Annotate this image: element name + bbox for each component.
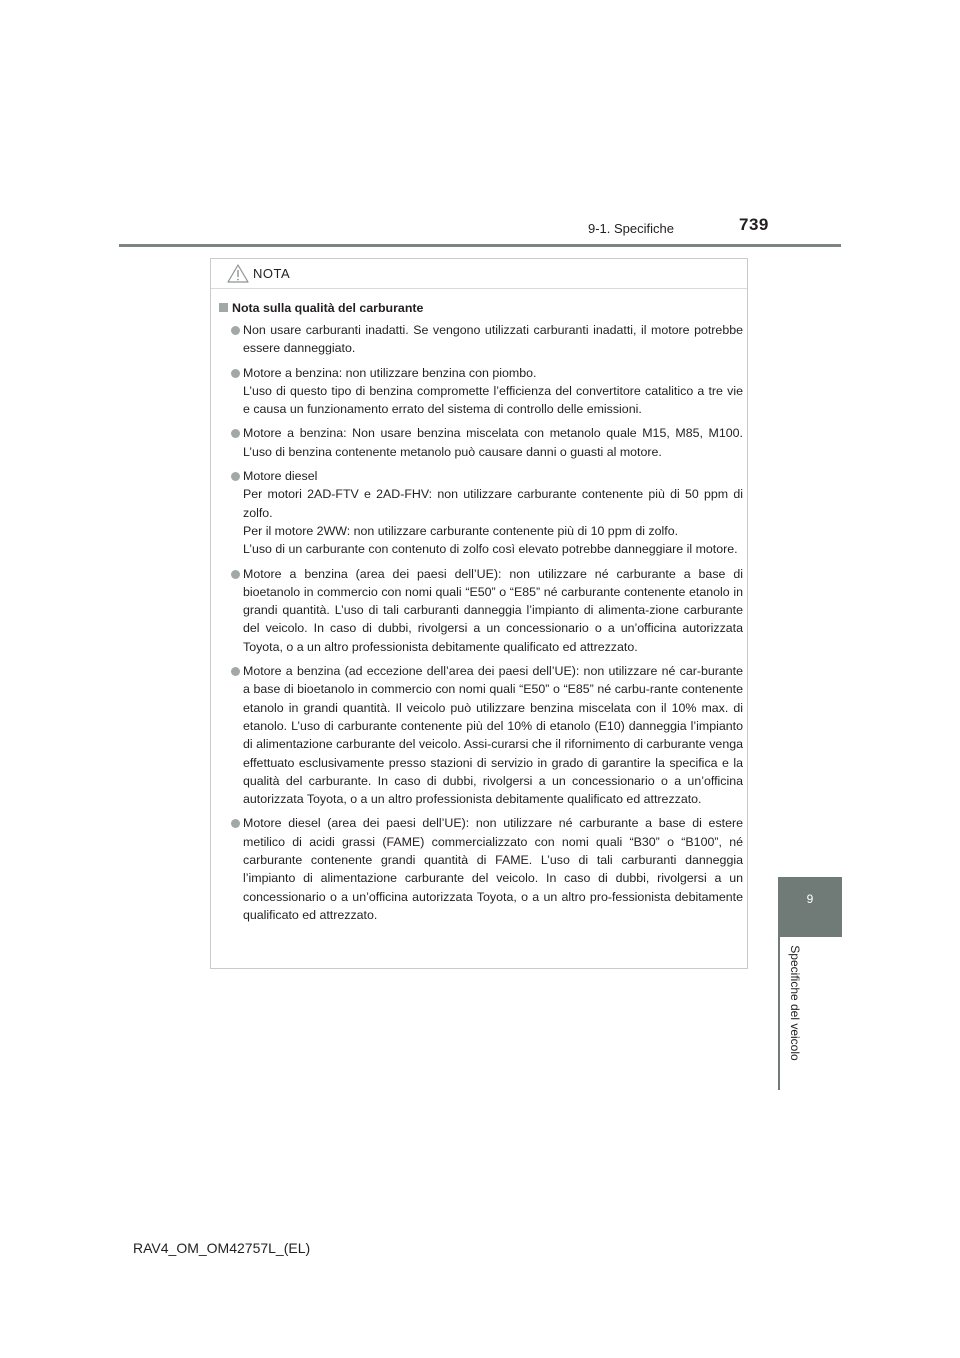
section-heading bbox=[219, 299, 743, 317]
note-header bbox=[211, 259, 747, 289]
list-item-text: L’uso di un carburante con contenuto di zolfo così elevato potrebbe danneggiare il motore. bbox=[243, 542, 738, 557]
list-item bbox=[219, 662, 743, 808]
list-item bbox=[219, 814, 743, 924]
bullet-dot-icon bbox=[231, 472, 240, 481]
warning-triangle-icon bbox=[227, 264, 249, 283]
list-item bbox=[219, 364, 743, 419]
list-item-text: Motore a benzina (area dei paesi dell’UE): non utilizzare né carburante a base di bioetanolo in commercio con nomi quali “E50” o “E85” né carburante contenente etanolo in grandi quantità. L’uso di tali carburanti danneggia l’impianto di alimenta-zione carburante del veicolo. In caso di dubbi, rivolgersi a un concessionario o a un’officina autorizzata Toyota, o a un altro professionista debitamente qualificato ed attrezzato. bbox=[243, 566, 743, 654]
header-section-title: 9-1. Specifiche bbox=[588, 221, 674, 236]
bullet-dot-icon bbox=[231, 667, 240, 676]
bullet-dot-icon bbox=[231, 819, 240, 828]
list-item-text: Motore diesel (area dei paesi dell’UE): non utilizzare né carburante a base di estere metilico di acidi grassi (FAME) commercializzato con nomi quali “B30” o “B100”, né carburante contenente grandi quantità di FAME. L’uso di tali carburanti danneggia l’impianto di alimentazione carburante del veicolo. In caso di dubbi, rivolgersi a un concessionario o a un’officina autorizzata Toyota, o a un altro pro-fessionista debitamente qualificato ed attrezzato. bbox=[243, 816, 743, 922]
chapter-tab[interactable] bbox=[778, 877, 842, 937]
list-item-text: Motore a benzina: non utilizzare benzina con piombo. bbox=[243, 365, 537, 380]
list-item-text: Per motori 2AD-FTV e 2AD-FHV: non utilizzare carburante contenente più di 50 ppm di zolfo. bbox=[243, 487, 743, 520]
list-item bbox=[219, 467, 743, 558]
header-rule bbox=[119, 244, 841, 247]
chapter-tab-number: 9 bbox=[806, 892, 814, 906]
page-number: 739 bbox=[739, 215, 769, 234]
list-item-text: Per il motore 2WW: non utilizzare carburante contenente più di 10 ppm di zolfo. bbox=[243, 523, 679, 538]
list-item-text: Non usare carburanti inadatti. Se vengono utilizzati carburanti inadatti, il motore potrebbe essere danneggiato. bbox=[243, 323, 743, 356]
list-item bbox=[219, 321, 743, 358]
list-item-text: Motore diesel bbox=[243, 469, 318, 484]
list-item bbox=[219, 565, 743, 656]
note-body bbox=[219, 299, 743, 930]
list-item-text: L’uso di questo tipo di benzina compromette l’efficienza del convertitore catalitico a tre vie e causa un funzionamento errato del sistema di controllo delle emissioni. bbox=[243, 383, 743, 417]
bullet-dot-icon bbox=[231, 570, 240, 579]
square-bullet-icon bbox=[219, 303, 228, 312]
bullet-dot-icon bbox=[231, 429, 240, 438]
bullet-dot-icon bbox=[231, 369, 240, 378]
chapter-tab-label: Specifiche del veicolo bbox=[788, 945, 802, 1061]
list-item-text: Motore a benzina (ad eccezione dell’area dei paesi dell’UE): non utilizzare né car-burante a base di bioetanolo in commercio con nomi quali “E50” o “E85” né carbu-rante contenente etanolo in grandi quantità. Il veicolo può utilizzare benzina miscelata con il 10% max. di etanolo. L’uso di carburante contenente più del 10% di etanolo (E10) danneggia l’impianto di alimentazione carburante del veicolo. Assi-curarsi che il rifornimento di carburante venga effettuato esclusivamente presso stazioni di servizio in grado di garantire la specifica e la qualità del carburante. In caso di dubbi, rivolgersi a un concessionario o a un’officina autorizzata Toyota, o a un altro professionista debitamente qualificato ed attrezzato. bbox=[243, 664, 743, 807]
bullet-dot-icon bbox=[231, 326, 240, 335]
note-box bbox=[210, 258, 748, 969]
list-item-text: Motore a benzina: Non usare benzina miscelata con metanolo quale M15, M85, M100. L’uso di benzina contenente metanolo può causare danni o guasti al motore. bbox=[243, 426, 743, 459]
footer-document-code: RAV4_OM_OM42757L_(EL) bbox=[133, 1240, 311, 1256]
list-item bbox=[219, 424, 743, 461]
note-title: NOTA bbox=[253, 266, 291, 281]
section-heading-text: Nota sulla qualità del carburante bbox=[232, 301, 424, 315]
